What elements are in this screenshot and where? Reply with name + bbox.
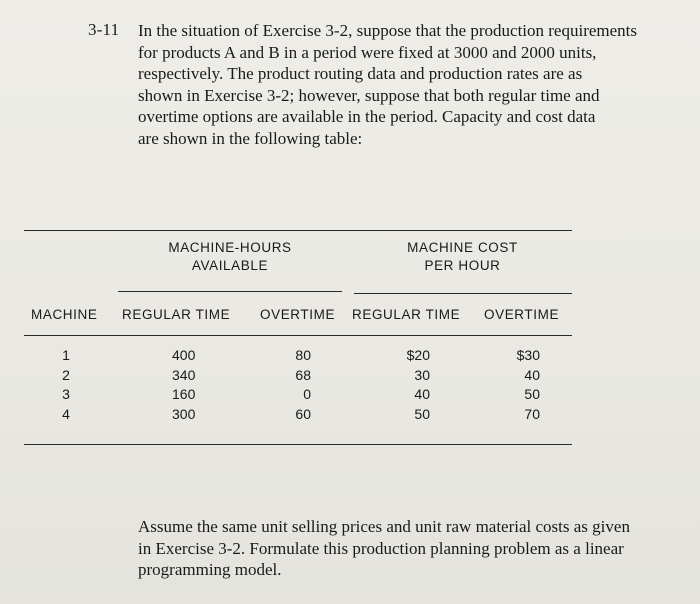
table-cell: 0	[303, 386, 311, 402]
col-header-hours-regular: REGULAR TIME	[122, 307, 231, 322]
col-header-cost-regular: REGULAR TIME	[352, 307, 461, 322]
table-cell: $30	[516, 347, 540, 363]
cost-regular-column	[392, 346, 430, 424]
problem-line: shown in Exercise 3-2; however, suppose that both regular time and	[138, 85, 600, 105]
table-cell: 30	[414, 366, 430, 383]
header-bottom-rule	[24, 335, 572, 336]
closing-line: in Exercise 3-2. Formulate this production planning problem as a linear	[138, 538, 624, 558]
table-cell: 300	[172, 405, 196, 422]
hours-regular-column	[172, 346, 212, 424]
table-bottom-rule	[24, 444, 572, 445]
col-header-cost-overtime: OVERTIME	[484, 307, 560, 322]
problem-line: are shown in the following table:	[138, 128, 363, 148]
table-cell: 340	[172, 366, 196, 383]
col-header-machine: MACHINE	[31, 307, 98, 322]
table-cell: 400	[172, 347, 196, 363]
table-cell: 70	[524, 405, 540, 422]
group-header-cost	[355, 240, 570, 273]
group-hours-rule	[118, 291, 342, 292]
table-cell: 60	[295, 405, 311, 422]
table-cell: 4	[62, 405, 70, 422]
problem-line: respectively. The product routing data and production rates are as	[138, 64, 583, 84]
group-header-hours-line2: AVAILABLE	[191, 258, 269, 273]
closing-line: programming model.	[138, 560, 282, 580]
problem-line: In the situation of Exercise 3-2, suppose that the production requirements	[138, 21, 638, 40]
group-header-hours-line1: MACHINE-HOURS	[168, 240, 292, 255]
group-cost-rule	[354, 293, 572, 294]
table-cell: 40	[414, 386, 430, 402]
table-cell: 50	[414, 405, 430, 422]
closing-statement	[138, 516, 690, 581]
table-cell: 2	[62, 366, 70, 383]
group-header-hours	[120, 240, 340, 273]
problem-line: overtime options are available in the period. Capacity and cost data	[138, 107, 596, 127]
closing-line: Assume the same unit selling prices and unit raw material costs as given	[138, 517, 630, 536]
group-header-cost-line1: MACHINE COST	[407, 240, 518, 255]
table-cell: 50	[524, 386, 540, 402]
table-top-rule	[24, 230, 572, 231]
machine-column	[56, 346, 76, 424]
cost-overtime-column	[500, 346, 540, 424]
hours-overtime-column	[280, 346, 311, 424]
table-cell: 40	[524, 366, 540, 383]
table-cell: 3	[62, 386, 70, 402]
problem-statement	[138, 20, 690, 150]
table-cell: 1	[62, 347, 70, 363]
group-header-cost-line2: PER HOUR	[424, 258, 501, 273]
table-cell: $20	[406, 347, 430, 363]
table-cell: 68	[295, 366, 311, 383]
problem-line: for products A and B in a period were fixed at 3000 and 2000 units,	[138, 42, 597, 62]
table-cell: 160	[172, 386, 196, 402]
table-cell: 80	[295, 347, 311, 363]
col-header-hours-overtime: OVERTIME	[260, 307, 336, 322]
exercise-number: 3-11	[88, 20, 120, 39]
